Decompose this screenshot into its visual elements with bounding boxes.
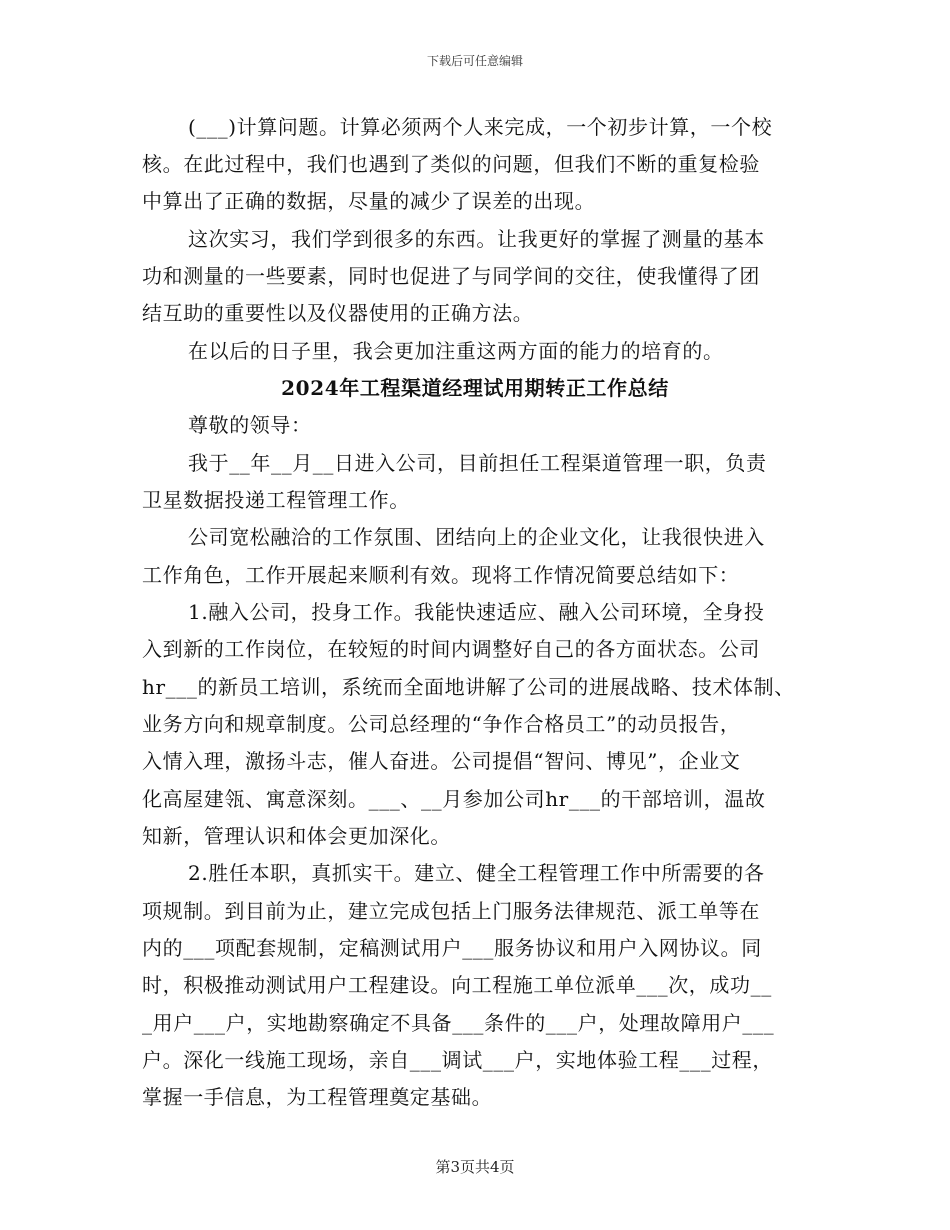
paragraph-line: 中算出了正确的数据，尽量的减少了误差的出现。 (142, 189, 596, 213)
paragraph-line: 功和测量的一些要素，同时也促进了与同学间的交往，使我懂得了团 (142, 264, 760, 288)
paragraph-line: 知新，管理认识和体会更加深化。 (142, 824, 451, 848)
paragraph-line: 核。在此过程中，我们也遇到了类似的问题，但我们不断的重复检验 (142, 152, 760, 176)
paragraph-line: 掌握一手信息，为工程管理奠定基础。 (142, 1085, 493, 1109)
paragraph-line: 我于__年__月__日进入公司，目前担任工程渠道管理一职，负责 (188, 451, 767, 475)
paragraph-line: 这次实习，我们学到很多的东西。让我更好的掌握了测量的基本 (188, 227, 765, 251)
paragraph-line: 2.胜任本职，真抓实干。建立、健全工程管理工作中所需要的各 (188, 861, 765, 885)
paragraph-line: _用户___户，实地勘察确定不具备___条件的___户，处理故障用户___ (142, 1011, 775, 1035)
paragraph-line: 入情入理，激扬斗志，催人奋进。公司提倡“智问、博见”，企业文 (142, 749, 741, 773)
paragraph-line: 项规制。到目前为止，建立完成包括上门服务法律规范、派工单等在 (142, 899, 760, 923)
page-header: 下载后可任意编辑 (426, 54, 523, 68)
paragraph-line: 1.融入公司，投身工作。我能快速适应、融入公司环境，全身投 (188, 600, 765, 624)
paragraph-line: 户。深化一线施工现场，亲自___调试___户，实地体验工程___过程， (142, 1048, 773, 1072)
paragraph-line: 工作角色，工作开展起来顺利有效。现将工作情况简要总结如下： (142, 563, 740, 587)
paragraph-line: 结互助的重要性以及仪器使用的正确方法。 (142, 301, 534, 325)
document-title: 2024年工程渠道经理试用期转正工作总结 (281, 376, 669, 400)
paragraph-line: hr___的新员工培训，系统而全面地讲解了公司的进展战略、技术体制、 (142, 675, 795, 699)
paragraph-line: 公司宽松融洽的工作氛围、团结向上的企业文化，让我很快进入 (188, 525, 765, 549)
paragraph-line: 业务方向和规章制度。公司总经理的“争作合格员工”的动员报告， (142, 712, 741, 736)
paragraph-line: 入到新的工作岗位，在较短的时间内调整好自己的各方面状态。公司 (142, 637, 760, 661)
paragraph-line: 化高屋建瓴、寓意深刻。___、__月参加公司hr___的干部培训，温故 (142, 787, 766, 811)
paragraph-line: 时，积极推动测试用户工程建设。向工程施工单位派单___次，成功__ (142, 973, 772, 997)
paragraph-line: 在以后的日子里，我会更加注重这两方面的能力的培育的。 (188, 339, 724, 363)
page-number: 第3页共4页 (435, 1158, 515, 1176)
paragraph-line: (___)计算问题。计算必须两个人来完成，一个初步计算，一个校 (188, 115, 773, 139)
paragraph-line: 内的___项配套规制，定稿测试用户___服务协议和用户入网协议。同 (142, 936, 762, 960)
paragraph-line: 尊敬的领导： (188, 413, 312, 437)
paragraph-line: 卫星数据投递工程管理工作。 (142, 488, 410, 512)
